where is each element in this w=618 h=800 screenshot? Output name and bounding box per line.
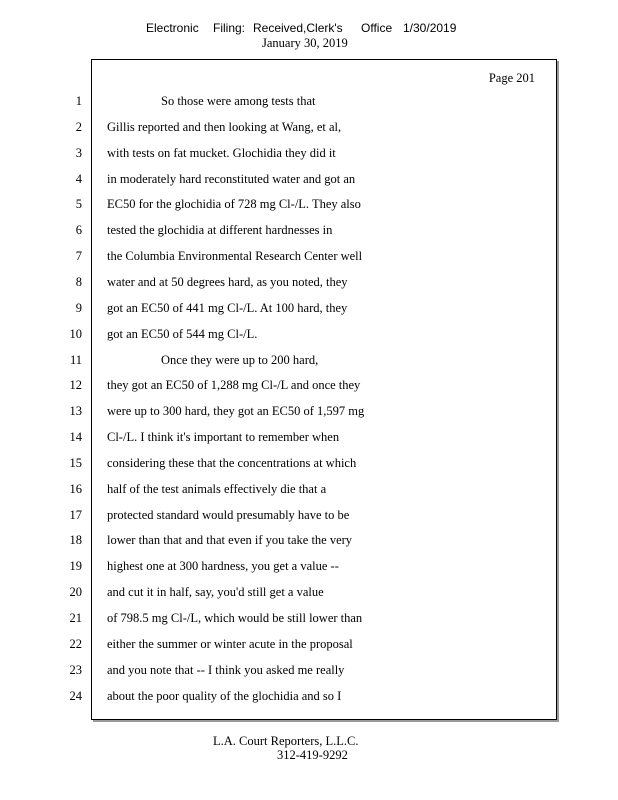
transcript-line: were up to 300 hard, they got an EC50 of 1,597 mg: [107, 404, 365, 418]
filing-word-office: Office: [361, 21, 393, 35]
transcript-line: in moderately hard reconstituted water and got an: [107, 172, 356, 186]
line-number: 11: [69, 353, 82, 367]
line-number: 2: [75, 120, 82, 134]
line-number: 15: [69, 456, 82, 470]
line-number: 23: [69, 663, 82, 677]
line-number: 8: [75, 275, 82, 289]
transcript-line: protected standard would presumably have to be: [107, 508, 350, 522]
transcript-line: with tests on fat mucket. Glochidia they did it: [107, 146, 336, 160]
filing-stamp: [0, 19, 618, 51]
line-number: 17: [69, 508, 82, 522]
line-number: 24: [69, 689, 82, 703]
transcript-line: Gillis reported and then looking at Wang, et al,: [107, 120, 342, 134]
page-number: Page 201: [488, 71, 535, 85]
footer-phone: 312-419-9292: [277, 748, 348, 762]
transcript-line: either the summer or winter acute in the proposal: [107, 637, 353, 651]
line-number: 7: [75, 249, 82, 263]
transcript-line: the Columbia Environmental Research Center well: [107, 249, 363, 263]
transcript-line: they got an EC50 of 1,288 mg Cl-/L and once they: [107, 378, 361, 392]
filing-word-electronic: Electronic: [146, 21, 199, 35]
transcript-line: tested the glochidia at different hardnesses in: [107, 223, 333, 237]
transcript-line: EC50 for the glochidia of 728 mg Cl-/L. They also: [107, 197, 361, 211]
line-number: 13: [69, 404, 82, 418]
transcript-line: of 798.5 mg Cl-/L, which would be still lower than: [107, 611, 363, 625]
transcript-line: So those were among tests that: [161, 94, 316, 108]
line-number: 20: [69, 585, 82, 599]
transcript-line: got an EC50 of 544 mg Cl-/L.: [107, 327, 258, 341]
filing-word-date: 1/30/2019: [403, 21, 457, 35]
line-number: 10: [69, 327, 82, 341]
filing-date-line: January 30, 2019: [262, 36, 348, 50]
footer-company: L.A. Court Reporters, L.L.C.: [213, 734, 359, 748]
transcript-line: considering these that the concentrations at which: [107, 456, 357, 470]
transcript-line: Cl-/L. I think it's important to remember when: [107, 430, 340, 444]
transcript-line: highest one at 300 hardness, you get a value --: [107, 559, 339, 573]
line-number: 22: [69, 637, 82, 651]
line-number: 5: [75, 197, 82, 211]
filing-word-filing: Filing:: [213, 21, 246, 35]
line-number: 16: [69, 482, 82, 496]
line-number: 21: [69, 611, 82, 625]
filing-word-received: Received,Clerk's: [253, 21, 343, 35]
line-number: 9: [75, 301, 82, 315]
transcript-line: got an EC50 of 441 mg Cl-/L. At 100 hard, they: [107, 301, 348, 315]
line-number: 3: [75, 146, 82, 160]
transcript-line: and cut it in half, say, you'd still get a value: [107, 585, 324, 599]
transcript-line: Once they were up to 200 hard,: [161, 353, 319, 367]
line-number: 19: [69, 559, 82, 573]
transcript-line: and you note that -- I think you asked me really: [107, 663, 345, 677]
line-number: 18: [69, 533, 82, 547]
transcript-line: half of the test animals effectively die that a: [107, 482, 327, 496]
transcript-line: lower than that and that even if you take the very: [107, 533, 353, 547]
transcript-line: about the poor quality of the glochidia and so I: [107, 689, 342, 703]
line-number: 6: [75, 223, 82, 237]
line-number: 14: [69, 430, 82, 444]
line-number: 12: [69, 378, 82, 392]
line-number: 4: [75, 172, 82, 186]
transcript-line: water and at 50 degrees hard, as you noted, they: [107, 275, 348, 289]
line-number: 1: [75, 94, 82, 108]
